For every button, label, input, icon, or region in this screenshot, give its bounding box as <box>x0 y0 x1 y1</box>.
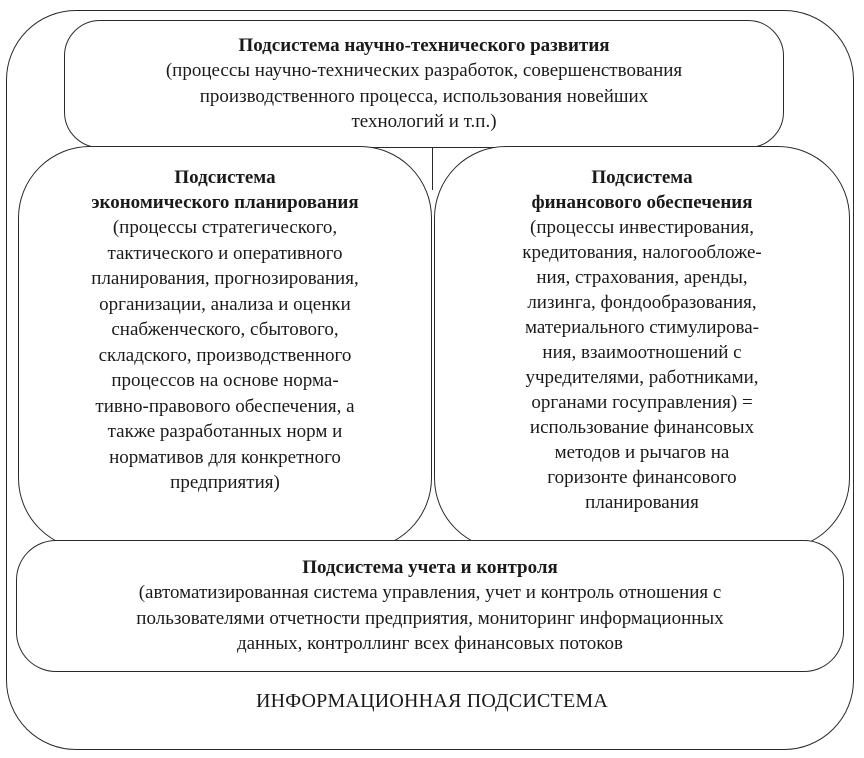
connector-line <box>432 148 433 190</box>
description-line: процессов на основе норма- <box>111 370 339 391</box>
description-line: ния, страхования, аренды, <box>536 267 748 288</box>
description-line: пользователями отчетности предприятия, мониторинг информационных <box>136 607 724 629</box>
description-line: производственного процесса, использования новейших <box>199 85 649 107</box>
description-line: снабженческого, сбытового, <box>111 319 339 340</box>
description-line: тактического и оперативного <box>107 242 343 264</box>
scientific-technical-subsystem <box>64 20 784 148</box>
description-line: (процессы научно-технических разработок, совершенствования <box>165 60 683 81</box>
economic-planning-subsystem <box>18 146 432 550</box>
description-line: ния, взаимоотношений с <box>542 342 742 363</box>
title-line: Подсистема <box>591 167 693 188</box>
description-line: нормативов для конкретного <box>109 446 341 468</box>
description-line: горизонте финансового <box>547 467 737 488</box>
description-line: планирования <box>585 492 699 513</box>
scientific-technical-title: Подсистема научно-технического развития <box>238 35 610 56</box>
accounting-control-description <box>17 580 843 657</box>
description-line: кредитования, налогообложе- <box>522 242 762 263</box>
description-line: использование финансовых <box>529 417 755 438</box>
description-line: технологий и т.п.) <box>351 111 497 132</box>
financial-provision-description <box>435 215 849 515</box>
economic-planning-title <box>19 165 431 215</box>
title-line: финансового обеспечения <box>531 192 753 213</box>
financial-provision-title <box>435 165 849 215</box>
description-line: предприятия) <box>170 472 280 493</box>
description-line: данных, контроллинг всех финансовых потоков <box>236 633 624 654</box>
description-line: тивно-правового обеспечения, а <box>95 395 355 417</box>
title-line: Подсистема <box>174 167 276 188</box>
description-line: лизинга, фондообразования, <box>527 292 757 313</box>
title-line: экономического планирования <box>91 192 359 213</box>
information-subsystem-label: ИНФОРМАЦИОННАЯ ПОДСИСТЕМА <box>255 690 609 712</box>
description-line: (автоматизированная система управления, учет и контроль отношения с <box>138 582 722 603</box>
description-line: учредителями, работниками, <box>525 367 759 388</box>
description-line: органами госуправления) = <box>531 392 753 413</box>
economic-planning-description <box>19 215 431 496</box>
description-line: складского, производственного <box>98 344 352 366</box>
accounting-control-subsystem <box>16 540 844 672</box>
description-line: (процессы инвестирования, <box>530 217 754 238</box>
accounting-control-title: Подсистема учета и контроля <box>302 557 558 578</box>
description-line: планирования, прогнозирования, <box>91 268 359 289</box>
scientific-technical-description <box>65 58 783 135</box>
description-line: также разработанных норм и <box>107 421 343 442</box>
financial-provision-subsystem <box>434 146 850 550</box>
description-line: (процессы стратегического, <box>112 217 338 238</box>
description-line: организации, анализа и оценки <box>99 293 351 315</box>
description-line: методов и рычагов на <box>554 442 730 463</box>
description-line: материального стимулирова- <box>525 317 759 338</box>
